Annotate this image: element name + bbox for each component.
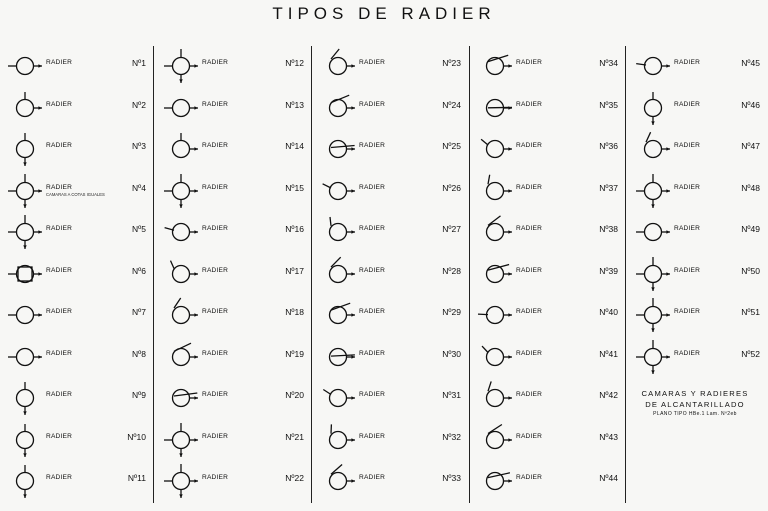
radier-label: RADIER	[46, 225, 73, 232]
circle-diagonal-icon	[476, 295, 514, 335]
radier-number: Nº9	[132, 390, 146, 400]
radier-number: Nº32	[442, 431, 461, 442]
radier-number: Nº38	[599, 224, 618, 234]
radier-cell	[472, 46, 624, 86]
radier-note: CAMARAS A COTAS IGUALES	[46, 191, 105, 197]
radier-cell	[315, 129, 467, 169]
radier-label: RADIER	[359, 432, 386, 440]
circle-cross-icon	[6, 212, 44, 252]
circle-diagonal-icon	[476, 254, 514, 294]
radier-number: Nº45	[741, 58, 760, 68]
radier-label: RADIER	[202, 59, 229, 66]
radier-label: RADIER	[359, 349, 386, 357]
radier-label: RADIER	[46, 432, 73, 440]
circle-diagonal-icon	[319, 378, 357, 418]
radier-label: RADIER	[516, 474, 543, 481]
radier-cell	[2, 337, 152, 377]
radier-number: Nº30	[442, 348, 461, 359]
radier-cell	[630, 212, 766, 252]
radier-label: RADIER	[516, 142, 543, 149]
radier-label: RADIER	[202, 100, 229, 108]
radier-number: Nº14	[285, 141, 304, 151]
circle-diagonal-icon	[476, 420, 514, 460]
radier-cell	[158, 461, 310, 501]
circle-diagonal-icon	[319, 129, 357, 169]
radier-label: RADIER	[202, 349, 229, 357]
radier-cell	[158, 212, 310, 252]
radier-label: RADIER	[674, 308, 701, 315]
circle-diagonal-icon	[162, 254, 200, 294]
circle-down-icon	[6, 129, 44, 169]
circle-diagonal-icon	[634, 46, 672, 86]
radier-cell	[472, 88, 624, 128]
circle-in-out-icon	[6, 46, 44, 86]
radier-cell	[630, 254, 766, 294]
radier-label: RADIER	[516, 225, 543, 232]
circle-diagonal-icon	[476, 129, 514, 169]
radier-label: RADIER	[359, 391, 386, 398]
radier-number: Nº48	[741, 182, 760, 193]
radier-cell	[472, 254, 624, 294]
radier-number: Nº49	[741, 224, 760, 234]
radier-label: RADIER	[674, 266, 701, 274]
radier-number: Nº24	[442, 99, 461, 110]
circle-down-icon	[634, 88, 672, 128]
circle-in-out-icon	[6, 295, 44, 335]
circle-diagonal-icon	[476, 171, 514, 211]
circle-diagonal-icon	[162, 212, 200, 252]
circle-cross-icon	[162, 461, 200, 501]
radier-number: Nº8	[132, 348, 146, 359]
radier-label: RADIER	[674, 225, 701, 232]
radier-label: RADIER	[359, 308, 386, 315]
radier-cell	[315, 88, 467, 128]
radier-label: RADIER	[46, 59, 73, 66]
radier-label: RADIER	[674, 349, 701, 357]
radier-label: RADIER	[202, 474, 229, 481]
radier-cell	[158, 337, 310, 377]
radier-cell	[158, 378, 310, 418]
radier-number: Nº18	[285, 307, 304, 317]
radier-number: Nº46	[741, 99, 760, 110]
circle-diagonal-icon	[476, 46, 514, 86]
radier-cell	[2, 88, 152, 128]
legend-title: CAMARAS Y RADIERES	[641, 389, 749, 398]
circle-cross-icon	[162, 171, 200, 211]
radier-cell	[472, 171, 624, 211]
column-divider	[153, 46, 154, 503]
circle-diagonal-icon	[319, 295, 357, 335]
radier-cell	[158, 129, 310, 169]
radier-cell	[315, 295, 467, 335]
radier-cell	[2, 212, 152, 252]
radier-cell	[158, 88, 310, 128]
radier-label: RADIER	[202, 308, 229, 315]
circle-diagonal-icon	[319, 212, 357, 252]
radier-label: RADIER	[674, 100, 701, 108]
radier-label: RADIER	[516, 59, 543, 66]
radier-label: RADIER	[516, 183, 543, 191]
radier-cell	[158, 171, 310, 211]
circle-diagonal-icon	[319, 171, 357, 211]
radier-cell	[472, 378, 624, 418]
radier-cell	[630, 295, 766, 335]
circle-cross-icon	[634, 171, 672, 211]
radier-cell	[2, 129, 152, 169]
circle-down-icon	[6, 378, 44, 418]
radier-number: Nº10	[127, 431, 146, 442]
radier-cell	[158, 295, 310, 335]
radier-number: Nº43	[599, 431, 618, 442]
radier-number: Nº13	[285, 99, 304, 110]
radier-number: Nº5	[132, 224, 146, 234]
page-title: TIPOS DE RADIER	[272, 4, 496, 23]
circle-diagonal-icon	[319, 254, 357, 294]
circle-in-out-icon	[162, 88, 200, 128]
radier-number: Nº21	[285, 431, 304, 442]
circle-down-icon	[6, 420, 44, 460]
plan-legend	[632, 388, 758, 417]
radier-number: Nº50	[741, 265, 760, 276]
column-divider	[311, 46, 312, 503]
radier-cell	[630, 171, 766, 211]
radier-label: RADIER	[46, 349, 73, 357]
radier-cell	[315, 254, 467, 294]
radier-cell	[630, 46, 766, 86]
radier-cell	[315, 171, 467, 211]
circle-diagonal-icon	[319, 88, 357, 128]
circle-in-out-icon	[634, 212, 672, 252]
radier-label: RADIER	[516, 266, 543, 274]
circle-cross-icon	[634, 295, 672, 335]
legend-subtitle: DE ALCANTARILLADO	[645, 400, 745, 409]
radier-cell	[472, 295, 624, 335]
circle-cross-icon	[634, 254, 672, 294]
radier-number: Nº17	[285, 265, 304, 276]
circle-diagonal-icon	[319, 461, 357, 501]
radier-cell	[472, 420, 624, 460]
radier-cell	[630, 337, 766, 377]
radier-cell	[2, 461, 152, 501]
column-divider	[469, 46, 470, 503]
radier-cell	[2, 254, 152, 294]
circle-diagonal-icon	[476, 337, 514, 377]
radier-number: Nº39	[599, 265, 618, 276]
radier-label: RADIER	[202, 183, 229, 191]
circle-down-icon	[6, 461, 44, 501]
radier-cell	[158, 420, 310, 460]
radier-cell	[472, 212, 624, 252]
radier-number: Nº29	[442, 307, 461, 317]
circle-in-out-icon	[6, 337, 44, 377]
radier-cell	[630, 88, 766, 128]
radier-cell	[2, 378, 152, 418]
radier-number: Nº33	[442, 473, 461, 483]
circle-cross-icon	[6, 171, 44, 211]
radier-number: Nº42	[599, 390, 618, 400]
circle-diagonal-icon	[319, 337, 357, 377]
radier-number: Nº40	[599, 307, 618, 317]
radier-number: Nº28	[442, 265, 461, 276]
radier-label: RADIER	[46, 391, 73, 398]
radier-cell	[158, 46, 310, 86]
radier-number: Nº41	[599, 348, 618, 359]
radier-label: RADIER	[516, 391, 543, 398]
radier-label: RADIER	[46, 266, 73, 274]
radier-cell	[2, 295, 152, 335]
radier-number: Nº26	[442, 182, 461, 193]
radier-cell	[158, 254, 310, 294]
column-divider	[625, 46, 626, 503]
circle-diagonal-icon	[162, 337, 200, 377]
radier-number: Nº15	[285, 182, 304, 193]
radier-label: RADIER	[516, 349, 543, 357]
radier-cell	[2, 420, 152, 460]
radier-number: Nº12	[285, 58, 304, 68]
circle-diagonal-icon	[476, 88, 514, 128]
radier-label: RADIER	[202, 266, 229, 274]
radier-number: Nº3	[132, 141, 146, 151]
radier-number: Nº2	[132, 99, 146, 110]
circle-diagonal-icon	[319, 420, 357, 460]
radier-number: Nº16	[285, 224, 304, 234]
radier-cell	[2, 171, 152, 211]
radier-number: Nº34	[599, 58, 618, 68]
radier-label: RADIER	[359, 266, 386, 274]
radier-cell	[472, 337, 624, 377]
circle-corner-icon	[162, 129, 200, 169]
radier-label: RADIER	[359, 225, 386, 232]
radier-number: Nº19	[285, 348, 304, 359]
radier-number: Nº47	[741, 141, 760, 151]
radier-label: RADIER	[46, 100, 73, 108]
radier-label: RADIER	[202, 225, 229, 232]
radier-number: Nº7	[132, 307, 146, 317]
radier-label: RADIER	[202, 391, 229, 398]
radier-number: Nº20	[285, 390, 304, 400]
radier-number: Nº11	[127, 473, 146, 483]
radier-cell	[630, 129, 766, 169]
radier-label: RADIER	[674, 183, 701, 191]
radier-label: RADIER	[359, 142, 386, 149]
radier-cell	[315, 378, 467, 418]
circle-cross-icon	[634, 337, 672, 377]
radier-cell	[315, 212, 467, 252]
radier-label: RADIER	[46, 308, 73, 315]
radier-number: Nº52	[741, 348, 760, 359]
circle-square-icon	[6, 254, 44, 294]
circle-diagonal-icon	[634, 129, 672, 169]
legend-plan-ref: PLANO TIPO HBe.1 Lam. Nº2eb	[653, 411, 737, 417]
radier-number: Nº44	[599, 473, 618, 483]
radier-label: RADIER	[46, 183, 73, 191]
circle-diagonal-icon	[162, 378, 200, 418]
radier-label: RADIER	[46, 474, 73, 481]
radier-number: Nº22	[285, 473, 304, 483]
radier-label: RADIER	[359, 474, 386, 481]
radier-label: RADIER	[359, 59, 386, 66]
radier-label: RADIER	[674, 59, 701, 66]
radier-number: Nº23	[442, 58, 461, 68]
circle-diagonal-icon	[476, 212, 514, 252]
radier-cell	[315, 420, 467, 460]
radier-label: RADIER	[516, 308, 543, 315]
radier-number: Nº6	[132, 265, 146, 276]
radier-label: RADIER	[359, 100, 386, 108]
circle-cross-icon	[162, 420, 200, 460]
circle-cross-icon	[162, 46, 200, 86]
radier-cell	[315, 46, 467, 86]
radier-cell	[315, 461, 467, 501]
radier-number: Nº51	[741, 307, 760, 317]
radier-number: Nº31	[442, 390, 461, 400]
radier-label: RADIER	[516, 100, 543, 108]
radier-number: Nº4	[132, 182, 146, 193]
radier-label: RADIER	[674, 142, 701, 149]
radier-number: Nº27	[442, 224, 461, 234]
radier-cell	[472, 461, 624, 501]
circle-diagonal-icon	[162, 295, 200, 335]
radier-cell	[315, 337, 467, 377]
circle-diagonal-icon	[319, 46, 357, 86]
radier-cell	[2, 46, 152, 86]
radier-number: Nº35	[599, 99, 618, 110]
radier-cell	[472, 129, 624, 169]
circle-diagonal-icon	[476, 378, 514, 418]
radier-number: Nº36	[599, 141, 618, 151]
radier-label: RADIER	[516, 432, 543, 440]
radier-label: RADIER	[359, 183, 386, 191]
radier-label: RADIER	[202, 432, 229, 440]
circle-corner-icon	[6, 88, 44, 128]
radier-number: Nº1	[132, 58, 146, 68]
circle-diagonal-icon	[476, 461, 514, 501]
radier-number: Nº25	[442, 141, 461, 151]
radier-label: RADIER	[202, 142, 229, 149]
radier-number: Nº37	[599, 182, 618, 193]
radier-label: RADIER	[46, 142, 73, 149]
